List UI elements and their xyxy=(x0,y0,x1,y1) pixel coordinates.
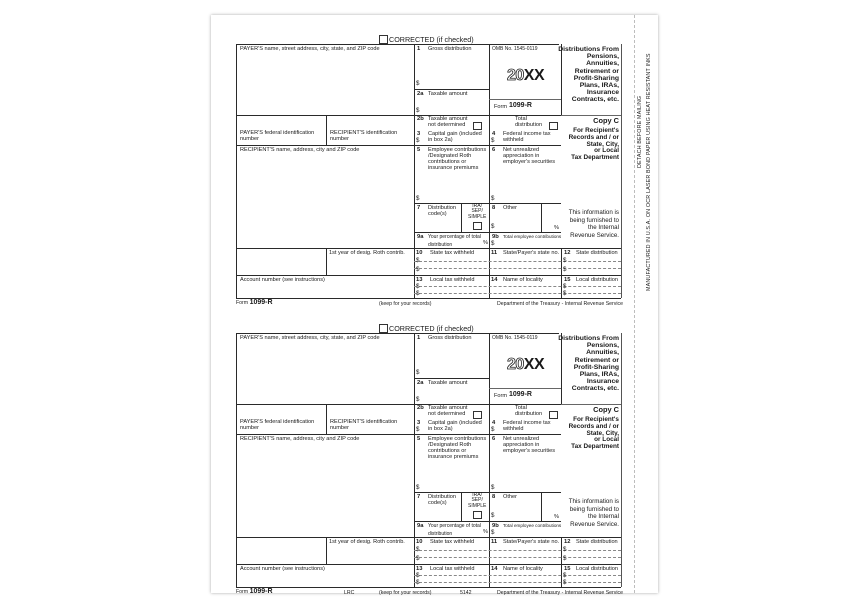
recipient-tin-label: RECIPIENT'S identification number xyxy=(330,130,398,143)
irs-notice: This information is being furnished to the Internal Revenue Service. xyxy=(568,209,619,239)
box12-dollar-2: $ xyxy=(563,555,567,562)
corrected-label: CORRECTED (if checked) xyxy=(389,324,474,333)
box5-label: Employee contributions /Designated Roth contributions or insurance premiums xyxy=(428,436,487,461)
copy-description: For Recipient's Records and / or State, City, or Local Tax Department xyxy=(568,127,619,162)
box12-label: State distribution xyxy=(576,539,618,545)
box2a-dollar: $ xyxy=(416,396,420,403)
box15-label: Local distribution xyxy=(576,566,618,572)
box5-label: Employee contributions /Designated Roth contributions or insurance premiums xyxy=(428,147,487,172)
box2a-label: Taxable amount xyxy=(428,91,468,97)
box12-number: 12 xyxy=(564,539,571,545)
box14-number: 14 xyxy=(491,566,498,572)
box13-number: 13 xyxy=(416,277,423,283)
box7-label: Distribution code(s) xyxy=(428,205,456,218)
omb-number: OMB No. 1545-0119 xyxy=(492,335,538,341)
recipient-address-label: RECIPIENT'S name, address, city and ZIP code xyxy=(240,147,360,153)
footer-form-id: Form 1099-R xyxy=(236,299,273,306)
copy-label: Copy C xyxy=(593,405,619,414)
footer-department: Department of the Treasury - Internal Revenue Service xyxy=(497,590,624,596)
box9a-number: 9a xyxy=(417,523,424,529)
box8-number: 8 xyxy=(492,494,496,500)
box15-number: 15 xyxy=(564,277,571,283)
box4-label: Federal income tax withheld xyxy=(503,420,551,433)
box10-number: 10 xyxy=(416,539,423,545)
box13-dollar-2: $ xyxy=(416,579,420,586)
total-distribution-checkbox[interactable] xyxy=(549,122,558,130)
box9a-label: Your percentage of total distribution xyxy=(428,523,481,538)
roth-year-label: 1st year of desig. Roth contrib. xyxy=(329,250,405,256)
box9b-number: 9b xyxy=(492,234,499,240)
omb-number: OMB No. 1545-0119 xyxy=(492,46,538,52)
box8-percent: % xyxy=(554,514,559,520)
box12-dollar-2: $ xyxy=(563,266,567,273)
box2a-number: 2a xyxy=(417,380,424,386)
footer-code: LRC xyxy=(344,590,355,596)
box15-label: Local distribution xyxy=(576,277,618,283)
box3-number: 3 xyxy=(417,131,421,137)
roth-year-label: 1st year of desig. Roth contrib. xyxy=(329,539,405,545)
box10-label: State tax withheld xyxy=(430,539,475,545)
recipient-address-field[interactable] xyxy=(239,443,411,535)
year-suffix: XX xyxy=(523,356,545,373)
year-prefix: 20 xyxy=(507,67,524,84)
box9b-label: Total employee contributions xyxy=(503,234,562,239)
box10-dollar-1: $ xyxy=(416,257,420,264)
box10-dollar-1: $ xyxy=(416,546,420,553)
box10-label: State tax withheld xyxy=(430,250,475,256)
footer-keep: (keep for your records) xyxy=(379,301,432,307)
box6-label: Net unrealized appreciation in employer's securities xyxy=(503,147,556,166)
form-sheet xyxy=(211,15,658,596)
recipient-address-label: RECIPIENT'S name, address, city and ZIP code xyxy=(240,436,360,442)
box12-label: State distribution xyxy=(576,250,618,256)
box11-number: 11 xyxy=(491,539,498,545)
box10-dollar-2: $ xyxy=(416,266,420,273)
box9b-dollar: $ xyxy=(491,529,495,536)
taxable-amount-field[interactable] xyxy=(423,98,487,113)
box1-dollar: $ xyxy=(416,369,420,376)
corrected-checkbox[interactable] xyxy=(379,35,388,44)
box6-number: 6 xyxy=(492,436,496,442)
box2b-number: 2b xyxy=(417,405,424,411)
box6-dollar: $ xyxy=(491,484,495,491)
payer-address-label: PAYER'S name, street address, city, state, and ZIP code xyxy=(240,46,380,52)
tax-year xyxy=(507,356,544,374)
payer-tin-label: PAYER'S federal identification number xyxy=(240,130,315,143)
box11-label: State/Payer's state no. xyxy=(503,250,560,256)
box8-dollar: $ xyxy=(491,512,495,519)
box13-label: Local tax withheld xyxy=(430,277,475,283)
box2b-label: Taxable amount not determined xyxy=(428,405,468,418)
box12-number: 12 xyxy=(564,250,571,256)
year-suffix: XX xyxy=(523,67,545,84)
ira-sep-simple-label: IRA/ SEP/ SIMPLE xyxy=(468,203,487,220)
box2b-label: Taxable amount not determined xyxy=(428,116,468,129)
gross-distribution-field[interactable] xyxy=(423,54,487,87)
box2a-dollar: $ xyxy=(416,107,420,114)
box3-number: 3 xyxy=(417,420,421,426)
tax-year xyxy=(507,67,544,85)
box15-dollar-2: $ xyxy=(563,579,567,586)
box13-number: 13 xyxy=(416,566,423,572)
box9b-number: 9b xyxy=(492,523,499,529)
payer-tin-label: PAYER'S federal identification number xyxy=(240,419,315,432)
box8-percent: % xyxy=(554,225,559,231)
box1-number: 1 xyxy=(417,46,421,52)
box5-dollar: $ xyxy=(416,195,420,202)
box15-dollar-1: $ xyxy=(563,572,567,579)
box3-dollar: $ xyxy=(416,137,420,144)
box6-dollar: $ xyxy=(491,195,495,202)
detach-notice: DETACH BEFORE MAILING xyxy=(637,95,643,168)
account-number-label: Account number (see instructions) xyxy=(240,566,325,572)
box4-label: Federal income tax withheld xyxy=(503,131,551,144)
year-prefix: 20 xyxy=(507,356,524,373)
box8-dollar: $ xyxy=(491,223,495,230)
box6-label: Net unrealized appreciation in employer's securities xyxy=(503,436,556,455)
box6-number: 6 xyxy=(492,147,496,153)
recipient-address-field[interactable] xyxy=(239,154,411,246)
box13-dollar-2: $ xyxy=(416,290,420,297)
total-distribution-label: Total distribution xyxy=(515,405,543,418)
form-word: Form xyxy=(494,104,508,110)
payer-address-field[interactable] xyxy=(239,53,411,113)
box7-number: 7 xyxy=(417,205,421,211)
form-title: Distributions From Pensions, Annuities, Retirement or Profit-Sharing Plans, IRAs, Insurance Contracts, etc. xyxy=(558,335,619,393)
box5-dollar: $ xyxy=(416,484,420,491)
manufacturer-notice: MANUFACTURED IN U.S.A. ON OCR LASER BOND PAPER USING HEAT RESISTANT INKS xyxy=(646,53,652,291)
box8-number: 8 xyxy=(492,205,496,211)
gross-distribution-field[interactable] xyxy=(423,343,487,376)
box4-number: 4 xyxy=(492,131,496,137)
irs-notice: This information is being furnished to the Internal Revenue Service. xyxy=(568,498,619,528)
total-distribution-label: Total distribution xyxy=(515,116,543,129)
box13-dollar-1: $ xyxy=(416,283,420,290)
box10-dollar-2: $ xyxy=(416,555,420,562)
box9b-dollar: $ xyxy=(491,240,495,247)
box4-dollar: $ xyxy=(491,426,495,433)
form-1099r-copy-1 xyxy=(211,33,658,307)
box3-dollar: $ xyxy=(416,426,420,433)
ira-sep-simple-checkbox[interactable] xyxy=(473,511,482,519)
box12-dollar-1: $ xyxy=(563,257,567,264)
not-determined-checkbox[interactable] xyxy=(473,411,482,419)
box7-number: 7 xyxy=(417,494,421,500)
box5-number: 5 xyxy=(417,147,421,153)
footer-number: 5142 xyxy=(460,590,472,596)
box8-label: Other xyxy=(503,494,517,500)
total-distribution-checkbox[interactable] xyxy=(549,411,558,419)
box13-label: Local tax withheld xyxy=(430,566,475,572)
box2b-number: 2b xyxy=(417,116,424,122)
recipient-tin-label: RECIPIENT'S identification number xyxy=(330,419,398,432)
box4-number: 4 xyxy=(492,420,496,426)
box15-dollar-2: $ xyxy=(563,290,567,297)
ira-sep-simple-checkbox[interactable] xyxy=(473,222,482,230)
box14-label: Name of locality xyxy=(503,566,543,572)
box2a-number: 2a xyxy=(417,91,424,97)
box9b-label: Total employee contributions xyxy=(503,523,562,528)
box14-number: 14 xyxy=(491,277,498,283)
box7-label: Distribution code(s) xyxy=(428,494,456,507)
box8-label: Other xyxy=(503,205,517,211)
box14-label: Name of locality xyxy=(503,277,543,283)
box1-label: Gross distribution xyxy=(428,46,472,52)
box11-number: 11 xyxy=(491,250,498,256)
box13-dollar-1: $ xyxy=(416,572,420,579)
corrected-label: CORRECTED (if checked) xyxy=(389,35,474,44)
box2a-label: Taxable amount xyxy=(428,380,468,386)
form-name: 1099-R xyxy=(509,391,532,398)
corrected-checkbox[interactable] xyxy=(379,324,388,333)
box15-number: 15 xyxy=(564,566,571,572)
ira-sep-simple-label: IRA/ SEP/ SIMPLE xyxy=(468,492,487,509)
footer-department: Department of the Treasury - Internal Revenue Service xyxy=(497,301,624,307)
box15-dollar-1: $ xyxy=(563,283,567,290)
form-title: Distributions From Pensions, Annuities, Retirement or Profit-Sharing Plans, IRAs, Insurance Contracts, etc. xyxy=(558,46,619,104)
taxable-amount-field[interactable] xyxy=(423,387,487,402)
footer-form-id: Form 1099-R xyxy=(236,588,273,595)
copy-label: Copy C xyxy=(593,116,619,125)
box12-dollar-1: $ xyxy=(563,546,567,553)
box9a-percent: % xyxy=(483,529,488,535)
box1-label: Gross distribution xyxy=(428,335,472,341)
payer-address-label: PAYER'S name, street address, city, state, and ZIP code xyxy=(240,335,380,341)
box5-number: 5 xyxy=(417,436,421,442)
box1-dollar: $ xyxy=(416,80,420,87)
form-name: 1099-R xyxy=(509,102,532,109)
account-number-label: Account number (see instructions) xyxy=(240,277,325,283)
box4-dollar: $ xyxy=(491,137,495,144)
box10-number: 10 xyxy=(416,250,423,256)
payer-address-field[interactable] xyxy=(239,342,411,402)
box3-label: Capital gain (included in box 2a) xyxy=(428,131,482,144)
copy-description: For Recipient's Records and / or State, City, or Local Tax Department xyxy=(568,416,619,451)
footer-keep: (keep for your records) xyxy=(379,590,432,596)
box3-label: Capital gain (included in box 2a) xyxy=(428,420,482,433)
box9a-percent: % xyxy=(483,240,488,246)
not-determined-checkbox[interactable] xyxy=(473,122,482,130)
box9a-label: Your percentage of total distribution xyxy=(428,234,481,249)
form-1099r-copy-2 xyxy=(211,322,658,596)
box9a-number: 9a xyxy=(417,234,424,240)
box11-label: State/Payer's state no. xyxy=(503,539,560,545)
form-word: Form xyxy=(494,393,508,399)
box1-number: 1 xyxy=(417,335,421,341)
